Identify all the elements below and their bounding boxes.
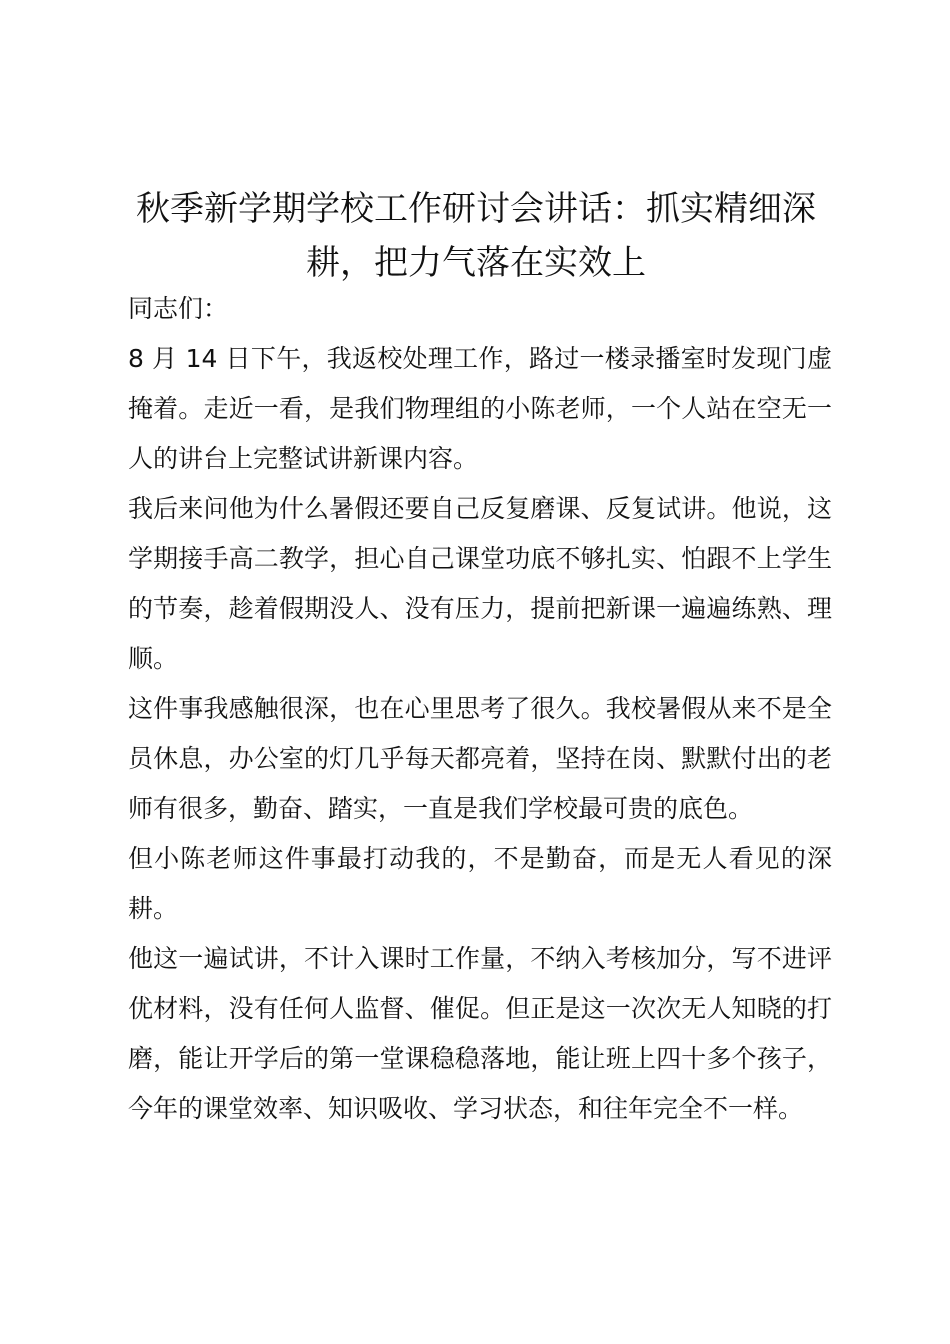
document-title: 秋季新学期学校工作研讨会讲话：抓实精细深耕，把力气落在实效上 <box>136 189 816 283</box>
paragraph-4: 但小陈老师这件事最打动我的，不是勤奋，而是无人看见的深耕。 <box>128 844 832 923</box>
paragraph-2: 我后来问他为什么暑假还要自己反复磨课、反复试讲。他说，这学期接手高二教学，担心自己课堂功底不够扎实、怕跟不上学生的节奏，趁着假期没人、没有压力，提前把新课一遍遍练熟、理顺。 <box>128 494 832 673</box>
paragraph-5: 他这一遍试讲，不计入课时工作量，不纳入考核加分，写不进评优材料，没有任何人监督、催促。但正是这一次次无人知晓的打磨，能让开学后的第一堂课稳稳落地，能让班上四十多个孩子，今年的课堂效率、知识吸收、学习状态，和往年完全不一样。 <box>128 944 832 1123</box>
paragraph-3: 这件事我感触很深，也在心里思考了很久。我校暑假从来不是全员休息，办公室的灯几乎每天都亮着，坚持在岗、默默付出的老师有很多，勤奋、踏实，一直是我们学校最可贵的底色。 <box>128 694 832 823</box>
document-body <box>128 284 832 1134</box>
paragraph-1: 8 月 14 日下午，我返校处理工作，路过一楼录播室时发现门虚掩着。走近一看，是我们物理组的小陈老师，一个人站在空无一人的讲台上完整试讲新课内容。 <box>128 344 832 473</box>
salutation: 同志们： <box>128 294 229 323</box>
